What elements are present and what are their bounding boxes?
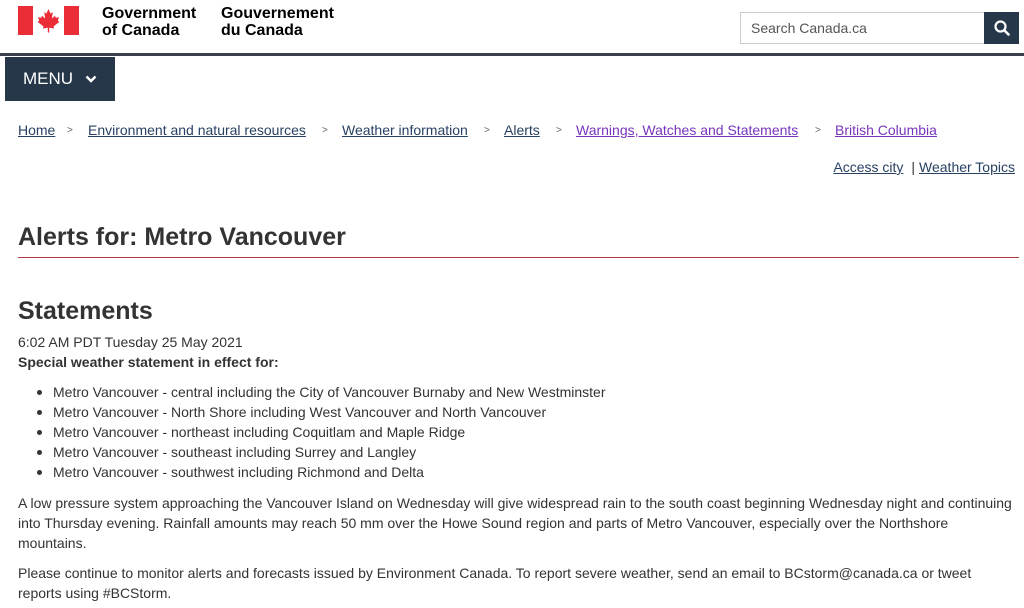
list-item: Metro Vancouver - North Shore including West Vancouver and North Vancouver <box>53 404 605 424</box>
breadcrumb-separator: > <box>484 125 490 136</box>
list-item: Metro Vancouver - northeast including Coquitlam and Maple Ridge <box>53 424 605 444</box>
breadcrumb-home[interactable]: Home <box>18 122 56 138</box>
list-item: Metro Vancouver - central including the City of Vancouver Burnaby and New Westminster <box>53 384 605 404</box>
breadcrumb-weather-information[interactable]: Weather information <box>342 122 468 138</box>
menu-label: MENU <box>23 69 74 88</box>
breadcrumb-separator: > <box>556 125 562 136</box>
reporting-paragraph: Please continue to monitor alerts and forecasts issued by Environment Canada. To report severe weather, send an email to BCstorm@canada.ca or tweet reports using #BCStorm. <box>18 565 972 601</box>
breadcrumb-separator: > <box>67 125 73 136</box>
gov-en-line1: Government <box>102 5 197 22</box>
site-header <box>0 0 1024 56</box>
gov-fr-line2: du Canada <box>221 22 303 39</box>
breadcrumb-separator: > <box>322 125 328 136</box>
breadcrumb-separator: > <box>815 125 821 136</box>
statement-paragraph: A low pressure system approaching the Vancouver Island on Wednesday will give widespread rain to the south coast beginning Wednesday night and continuing into Thursday evening. Rainfall amounts may reach 50 mm over the Howe Sound region and parts of Metro Vancouver, especially over the Northshore mountains. <box>18 495 1012 551</box>
issued-timestamp: 6:02 AM PDT Tuesday 25 May 2021 <box>18 334 243 350</box>
chevron-down-icon <box>85 75 97 83</box>
search-icon <box>994 20 1010 36</box>
government-of-canada-wordmark[interactable] <box>102 5 196 39</box>
link-separator: | <box>911 159 916 175</box>
list-item: Metro Vancouver - southwest including Richmond and Delta <box>53 464 605 484</box>
statement-heading: Special weather statement in effect for: <box>18 354 279 370</box>
search-input[interactable] <box>740 12 984 44</box>
breadcrumb <box>18 122 1018 142</box>
section-title: Statements <box>18 297 153 325</box>
weather-topics-link[interactable]: Weather Topics <box>919 159 1015 175</box>
utility-links <box>833 159 1015 175</box>
page-title: Alerts for: Metro Vancouver <box>18 222 1019 258</box>
canada-flag-icon[interactable] <box>18 6 79 35</box>
breadcrumb-british-columbia[interactable]: British Columbia <box>835 122 937 138</box>
region-list <box>53 384 605 484</box>
gov-en-line2: of Canada <box>102 22 180 39</box>
gouvernement-du-canada-wordmark[interactable] <box>221 5 334 39</box>
search-button[interactable] <box>984 12 1019 44</box>
list-item: Metro Vancouver - southeast including Surrey and Langley <box>53 444 605 464</box>
breadcrumb-environment[interactable]: Environment and natural resources <box>88 122 306 138</box>
gov-fr-line1: Gouvernement <box>221 5 334 22</box>
breadcrumb-alerts[interactable]: Alerts <box>504 122 540 138</box>
menu-button[interactable] <box>5 57 115 101</box>
breadcrumb-warnings[interactable]: Warnings, Watches and Statements <box>576 122 799 138</box>
access-city-link[interactable]: Access city <box>833 159 904 175</box>
